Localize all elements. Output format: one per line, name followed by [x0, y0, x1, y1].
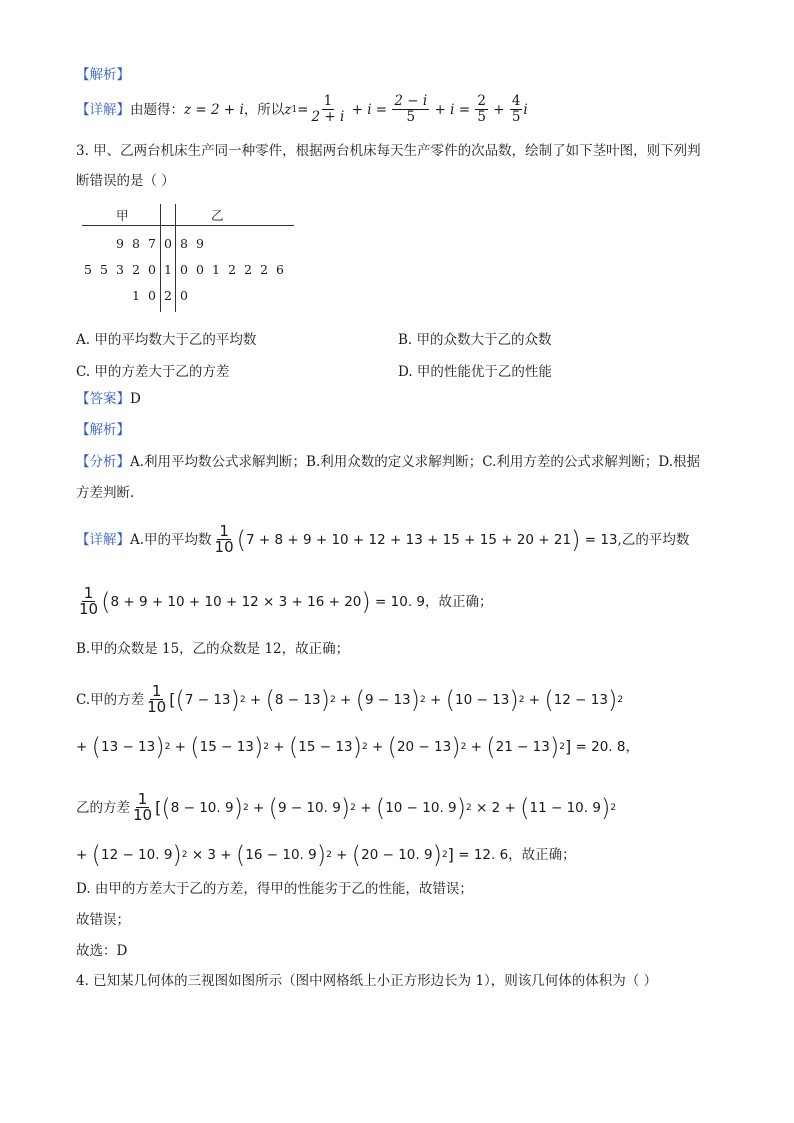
analysis-text: A.利用平均数公式求解判断；B.利用众数的定义求解判断；C.利用方差的公式求解判断；D.根据: [130, 454, 701, 470]
header-right: 乙: [211, 208, 224, 223]
text: i: [523, 101, 528, 118]
conclusion-wrong: 故错误；: [76, 912, 130, 928]
detail-c-line-cont: + ( 13 − 13 ) 2 + ( 15 − 13 ) 2 + ( 15 − 13 ) 2 + ( 20 − 13 ) 2 + ( 21 − 13 ) 2 ] = 20. 8，: [76, 733, 639, 761]
analysis-line: [76, 453, 700, 471]
text: = 13: [580, 531, 618, 548]
divider: [82, 225, 294, 226]
fraction: $\frac{4}{5}$: [511, 93, 521, 125]
text: C.甲的方差: [76, 691, 145, 708]
stem-row: 9 8 7 0 8 9: [116, 236, 204, 251]
header-left: 甲: [116, 208, 129, 223]
fraction: $\frac{1}{10}$: [79, 584, 99, 618]
text: +: [488, 101, 509, 118]
section-tag-answer: 【答案】: [76, 391, 130, 407]
text: ,乙的平均数: [617, 531, 690, 548]
detail-a-line-cont: $\frac{1}{10}$ ( 8 + 9 + 10 + 10 + 12 × 3 + 16 + 20 ) = 10. 9 ，故正确；: [79, 584, 493, 618]
detail-yi-var-line: 乙的方差 $\frac{1}{10}$ [ ( 8 − 10. 9 ) 2 + ( 9 − 10. 9 ) 2 + ( 10 − 10. 9 ) 2 × 2 + ( 11 − 10. 9 ) 2: [76, 790, 617, 824]
option-b: B. 甲的众数大于乙的众数: [398, 332, 552, 348]
option-c: C. 甲的方差大于乙的方差: [76, 364, 230, 380]
section-tag-detail: 【详解】: [76, 531, 130, 548]
fraction: $\frac{1}{10}$: [214, 522, 234, 556]
option-a: A. 甲的平均数大于乙的平均数: [76, 332, 257, 348]
section-tag-analysis: 【解析】: [76, 422, 130, 438]
text: 乙的方差: [76, 799, 130, 816]
section-tag-fenxi: 【分析】: [76, 454, 130, 470]
fraction: $\frac{1}{2 + i}$: [311, 93, 345, 125]
detail-c-line: C.甲的方差 $\frac{1}{10}$ [ ( 7 − 13 ) 2 + ( 8 − 13 ) 2 + ( 9 − 13 ) 2 + ( 10 − 13 ) 2 + ( 12 − 13 ) 2: [76, 682, 624, 716]
conclusion-choose: 故选：D: [76, 943, 128, 959]
equation: z = 2 + i: [184, 101, 244, 118]
detail-yi-var-line-cont: + ( 12 − 10. 9 ) 2 × 3 + ( 16 − 10. 9 ) 2 + ( 20 − 10. 9 ) 2 ] = 12. 6，故正确；: [76, 841, 576, 869]
subscript: 1: [291, 104, 298, 115]
text: =: [297, 101, 309, 118]
text: ，所以: [243, 101, 285, 118]
stem-leaf-plot: [76, 200, 296, 315]
fraction: $\frac{2 - i}{5}$: [394, 93, 428, 125]
stem-row: 1 0 2 0: [132, 288, 188, 303]
option-d: D. 甲的性能优于乙的性能: [398, 364, 552, 380]
detail-d-line: D. 由甲的方差大于乙的方差，得甲的性能劣于乙的性能，故错误；: [76, 881, 473, 897]
analysis-line-cont: 方差判断.: [76, 485, 135, 501]
detail-b-line: B.甲的众数是 15，乙的众数是 12，故正确；: [76, 641, 350, 657]
text: + i =: [430, 101, 475, 118]
text: + i =: [347, 101, 392, 118]
question-4-text: 4. 已知某几何体的三视图如图所示（图中网格纸上小正方形边长为 1），则该几何体的体积为（ ）: [76, 973, 658, 989]
fraction: $\frac{1}{10}$: [133, 790, 153, 824]
text: A.甲的平均数: [130, 531, 212, 548]
text: ，故正确；: [425, 593, 493, 610]
section-tag-detail: 【详解】: [76, 101, 130, 118]
mean-yi-expr: 8 + 9 + 10 + 10 + 12 × 3 + 16 + 20: [110, 593, 362, 610]
stem-row: 5 5 3 2 0 1 0 0 1 2 2 2 6: [84, 262, 284, 277]
fraction: $\frac{2}{5}$: [477, 93, 486, 125]
question-3-text-cont: 断错误的是（ ）: [76, 173, 175, 189]
text: = 10. 9: [370, 593, 426, 610]
answer-line: [76, 390, 141, 408]
mean-jia-expr: 7 + 8 + 9 + 10 + 12 + 13 + 15 + 15 + 20 + 21: [246, 531, 572, 548]
var-z: z: [284, 101, 292, 118]
section-tag-analysis: 【解析】: [76, 67, 130, 83]
text: 由题得：: [130, 101, 184, 118]
answer-value: D: [130, 391, 141, 407]
fraction: $\frac{1}{10}$: [147, 682, 167, 716]
question-3-text: 3. 甲、乙两台机床生产同一种零件，根据两台机床每天生产零件的次品数，绘制了如下茎叶图，则下列判: [76, 143, 701, 159]
detail-a-line: 【详解】 A.甲的平均数 $\frac{1}{10}$ ( 7 + 8 + 9 + 10 + 12 + 13 + 15 + 15 + 20 + 21 ) = 13 ,乙的平均数: [76, 522, 690, 556]
detail-line-q2: [76, 94, 528, 125]
